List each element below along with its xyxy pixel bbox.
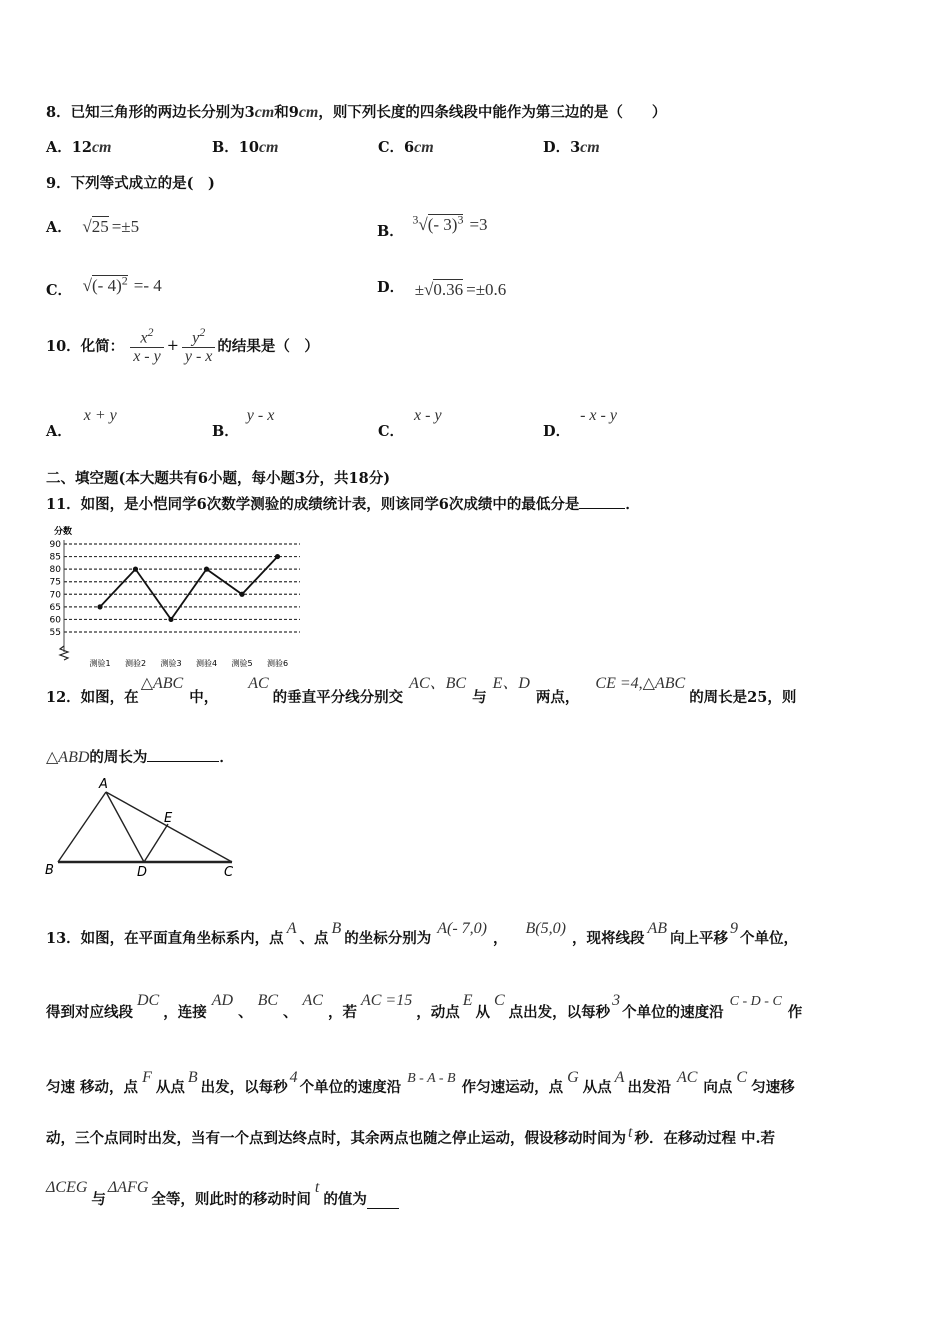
q10-option-b: [212, 404, 275, 440]
q13-t1: t: [628, 1124, 633, 1141]
q13-uniform: 作匀速运动，点: [461, 1079, 564, 1096]
q12-triangle-figure: [40, 772, 250, 882]
q12-label-b: B: [45, 863, 54, 878]
q12-label-d: D: [137, 865, 148, 880]
q10-option-c-label: C．: [378, 423, 405, 440]
chart-xtick-label: 测验1: [89, 659, 111, 668]
q13-speed: 个单位的速度沿: [622, 1004, 724, 1021]
q10-tail-text: 的结果是（ ）: [217, 338, 319, 356]
q12-zhong: 中，: [189, 689, 219, 706]
q8-option-a-unit: cm: [91, 139, 112, 156]
q13-three: 3: [612, 992, 621, 1009]
chart-ytick-label: 85: [49, 552, 61, 563]
q10-fraction-1: [130, 325, 164, 366]
chart-ytick-label: 60: [49, 615, 61, 626]
q13-point-b2: B: [187, 1069, 198, 1086]
q13-connect: ，连接: [163, 1004, 207, 1021]
chart-yticks: [50, 540, 62, 638]
q12-side-ab: [58, 792, 106, 862]
q10-option-a: [46, 404, 117, 440]
chart-point: [239, 592, 244, 597]
q13-point-c: C: [494, 992, 505, 1009]
q10-f1-exponent: 2: [147, 325, 154, 339]
q9-option-d-label: D．: [377, 279, 405, 296]
q9-option-a-label: A．: [46, 219, 72, 236]
q9-option-d: [377, 279, 506, 300]
q13-comma: ，: [493, 930, 508, 947]
chart-ytick-label: 80: [49, 565, 61, 576]
q13-start: 点出发，以每秒: [508, 1004, 611, 1021]
q13-point-b: B: [331, 920, 342, 937]
q12-label-e: E: [164, 811, 173, 826]
q10-option-a-label: A．: [46, 423, 72, 440]
q8-mid-text: 和9: [274, 104, 299, 121]
q13-from: 从: [475, 1004, 490, 1021]
q12-intro: 12．如图，在: [46, 689, 139, 706]
chart-grid: [64, 544, 300, 632]
chart-xtick-label: 测验2: [124, 659, 147, 668]
q9-b-index: 3: [412, 212, 419, 226]
q13-sep2: 、: [283, 1004, 298, 1021]
q13-toward: 向点: [703, 1079, 733, 1096]
q12-answer-blank[interactable]: [147, 747, 219, 762]
q8-stem-text: 8．已知三角形的两边长分别为3: [46, 104, 255, 121]
q12-perp-text: 的垂直平分线分别交: [272, 689, 404, 706]
q10-option-d-label: D．: [543, 423, 571, 440]
q13-l1-a: 13．如图，在平面直角坐标系内，点: [46, 930, 284, 947]
q12-ac: AC: [248, 675, 269, 692]
q11-line-chart: [40, 520, 310, 670]
chart-point: [133, 567, 138, 572]
q13-line4: [46, 1124, 776, 1148]
q13-segment-ad: AD: [211, 992, 234, 1009]
q9-option-b-label: B．: [377, 222, 404, 240]
q10-option-b-expr: y - x: [246, 407, 275, 424]
q9-c-radicand: (- 4): [92, 275, 122, 295]
q13-segment-ab: AB: [647, 920, 667, 937]
q13-t2: t: [314, 1179, 320, 1196]
q13-uniform2: 匀速移: [751, 1079, 795, 1096]
q12-stem-line2: [46, 746, 234, 767]
q8-option-b: [212, 136, 278, 157]
q11-end: ．: [625, 496, 640, 513]
q8-option-a: [46, 136, 111, 157]
q11-answer-blank[interactable]: [579, 494, 625, 509]
q13-point-e: E: [462, 992, 473, 1009]
q10-option-d: [543, 404, 617, 440]
chart-series-line: [100, 557, 278, 620]
section-title: 二、填空题(本大题共有6小题，每小题3分，共18分): [46, 470, 391, 487]
q8-unit-2: cm: [298, 104, 319, 121]
chart-ytick-label: 75: [49, 577, 61, 588]
q13-answer-blank[interactable]: [367, 1194, 399, 1209]
q8-option-d-unit: cm: [580, 139, 600, 156]
q13-path-bab: B - A - B: [407, 1071, 456, 1086]
q13-line1: [46, 920, 798, 948]
q10-stem: [46, 325, 319, 366]
q13-value: 的值为: [323, 1191, 367, 1208]
q13-b-coord: B(5,0): [525, 920, 566, 937]
q12-triangle-abc: △ABC: [140, 675, 184, 692]
q9-b-radicand: (- 3): [427, 214, 458, 234]
q13-segment-dc: DC: [137, 992, 160, 1009]
q13-shift: ，现将线段: [571, 930, 645, 947]
q8-option-c: [378, 136, 434, 157]
q12-stem-line1: [46, 675, 797, 707]
q8-stem: [46, 101, 666, 122]
q9-b-exponent: 3: [457, 212, 464, 226]
q8-unit-1: cm: [254, 104, 275, 121]
chart-points: [97, 554, 280, 622]
q13-point-a2: A: [614, 1069, 625, 1086]
q9-a-radicand: 25: [91, 217, 109, 236]
q9-a-rhs: =±5: [111, 217, 140, 236]
q11-stem: [46, 493, 640, 514]
q10-option-b-label: B．: [212, 423, 239, 440]
q13-point-a: A: [286, 920, 297, 937]
q12-tail: 的周长是25，则: [689, 689, 797, 706]
q9-option-c: [46, 273, 162, 299]
q10-stem-text: 10．化简：: [46, 338, 125, 356]
chart-xtick-label: 测验4: [195, 659, 218, 668]
q13-segment-ac2: AC: [676, 1069, 698, 1086]
q13-l3-a: 匀速 移动，点: [46, 1079, 139, 1096]
chart-xtick-label: 测验5: [231, 659, 253, 668]
q13-l2-a: 得到对应线段: [46, 1004, 133, 1021]
q8-option-b-unit: cm: [258, 139, 279, 156]
q8-option-a-label: A．12: [46, 139, 92, 156]
q13-ac-equals: AC =15: [360, 992, 413, 1009]
q9-option-c-label: C．: [46, 281, 73, 299]
q12-points-ed: E、D: [492, 675, 530, 692]
chart-xtick-label: 测验3: [160, 659, 182, 668]
q13-segment-ac: AC: [302, 992, 323, 1009]
chart-ytick-label: 90: [49, 540, 61, 550]
chart-ylabel: 分数: [54, 527, 73, 537]
q9-option-b-expr: $^3$√(- 3)$^3$ =3: [412, 212, 488, 234]
chart-xticks: [89, 658, 288, 668]
q12-condition: CE =4,△ABC: [595, 675, 686, 692]
q13-from-b: 从点: [155, 1079, 185, 1096]
q9-b-rhs: =3: [469, 214, 488, 234]
q12-label-a: A: [99, 777, 108, 792]
chart-point: [97, 604, 102, 609]
q10-option-a-expr: x + y: [83, 407, 117, 424]
q13-point-f: F: [142, 1069, 152, 1086]
q9-d-rhs: =±0.6: [466, 280, 507, 299]
q8-option-c-label: C．6: [378, 139, 415, 156]
q13-coord-is: 的坐标分别为: [344, 930, 432, 947]
q13-line5: [46, 1179, 399, 1209]
q10-f2-denominator: y - x: [184, 348, 213, 366]
q13-yu: 与: [91, 1191, 106, 1208]
q13-speed2: 个单位的速度沿: [299, 1079, 402, 1096]
q13-triangle-afg: ΔAFG: [107, 1179, 149, 1196]
q9-c-rhs: =- 4: [133, 275, 162, 295]
q12-perimeter-text: 的周长为: [89, 749, 148, 766]
q9-option-d-expr: ±√0.36 =±0.6: [414, 280, 507, 299]
q12-end: ．: [219, 749, 234, 766]
q8-option-c-unit: cm: [414, 139, 434, 156]
q11-stem-text: 11．如图，是小恺同学6次数学测验的成绩统计表，则该同学6次成绩中的最低分是: [46, 496, 580, 513]
q12-sides: AC、BC: [409, 675, 467, 692]
q13-zuo: 作: [787, 1004, 803, 1021]
q13-path-cdc: C - D - C: [729, 994, 782, 1009]
q10-plus: +: [166, 337, 179, 354]
q10-fraction-2: [182, 325, 216, 366]
q10-option-c: [378, 404, 442, 440]
q13-segment-bc: BC: [257, 992, 279, 1009]
q9-c-exponent: 2: [121, 273, 128, 287]
chart-ytick-label: 70: [49, 590, 61, 601]
q9-option-a-expr: √25 =±5: [82, 217, 140, 236]
q10-f2-exponent: 2: [199, 325, 206, 339]
q13-l4: 动，三个点同时出发，当有一个点到达终点时，其余两点也随之停止运动，假设移动时间为: [46, 1130, 626, 1147]
q12-two-points: 两点，: [535, 689, 580, 706]
q12-label-c: C: [224, 865, 234, 880]
q8-option-b-label: B．10: [212, 139, 259, 156]
q10-f1-denominator: x - y: [133, 348, 161, 366]
q12-triangle-abd: △ABD: [46, 749, 90, 766]
q13-sep1: 、: [238, 1004, 253, 1021]
chart-point: [204, 567, 209, 572]
q9-d-plusminus: ±: [414, 280, 425, 299]
q9-option-b: [377, 212, 488, 240]
q13-point-c2: C: [736, 1069, 748, 1086]
q13-line3: [46, 1069, 795, 1097]
q13-line2: [46, 992, 803, 1022]
q13-four: 4: [289, 1069, 298, 1086]
q13-l4-end: 秒．在移动过程 中.若: [634, 1130, 776, 1147]
q13-triangle-ceg: ΔCEG: [46, 1179, 88, 1196]
chart-ytick-label: 55: [49, 628, 61, 638]
q10-f1-numerator: x: [140, 329, 148, 347]
q13-along: 出发沿: [627, 1079, 671, 1096]
chart-point: [275, 554, 280, 559]
q13-point-g: G: [567, 1069, 579, 1086]
q12-perp-bisector-de: [144, 824, 168, 862]
q13-from-a: 从点: [582, 1079, 612, 1096]
q13-congruent: 全等，则此时的移动时间: [151, 1191, 311, 1208]
chart-ytick-label: 65: [49, 602, 61, 613]
q12-yu: 与: [472, 689, 487, 706]
q13-dun: 、点: [299, 930, 329, 947]
q13-ruo: ，若: [327, 1004, 357, 1021]
q8-tail-text: ，则下列长度的四条线段中能作为第三边的是（ ）: [318, 104, 667, 121]
q9-option-c-expr: √(- 4)$^2$ =- 4: [82, 273, 162, 295]
q9-option-a: [46, 216, 139, 237]
q13-nine: 9: [730, 920, 738, 937]
q13-move: ，动点: [416, 1004, 460, 1021]
chart-xtick-label: 测验6: [266, 659, 289, 668]
q8-option-d: [543, 136, 600, 157]
q9-stem: 9．下列等式成立的是( ): [46, 175, 215, 192]
q10-option-d-expr: - x - y: [580, 407, 617, 424]
chart-point: [168, 617, 173, 622]
q10-f2-numerator: y: [192, 329, 200, 347]
q8-option-d-label: D．3: [543, 139, 581, 156]
q9-d-radicand: 0.36: [433, 280, 464, 299]
q13-a-coord: A(- 7,0): [437, 920, 488, 937]
q13-units: 个单位，: [740, 930, 798, 947]
q13-up: 向上平移: [670, 930, 728, 947]
q10-option-c-expr: x - y: [414, 407, 442, 424]
q13-start2: 出发，以每秒: [200, 1079, 288, 1096]
